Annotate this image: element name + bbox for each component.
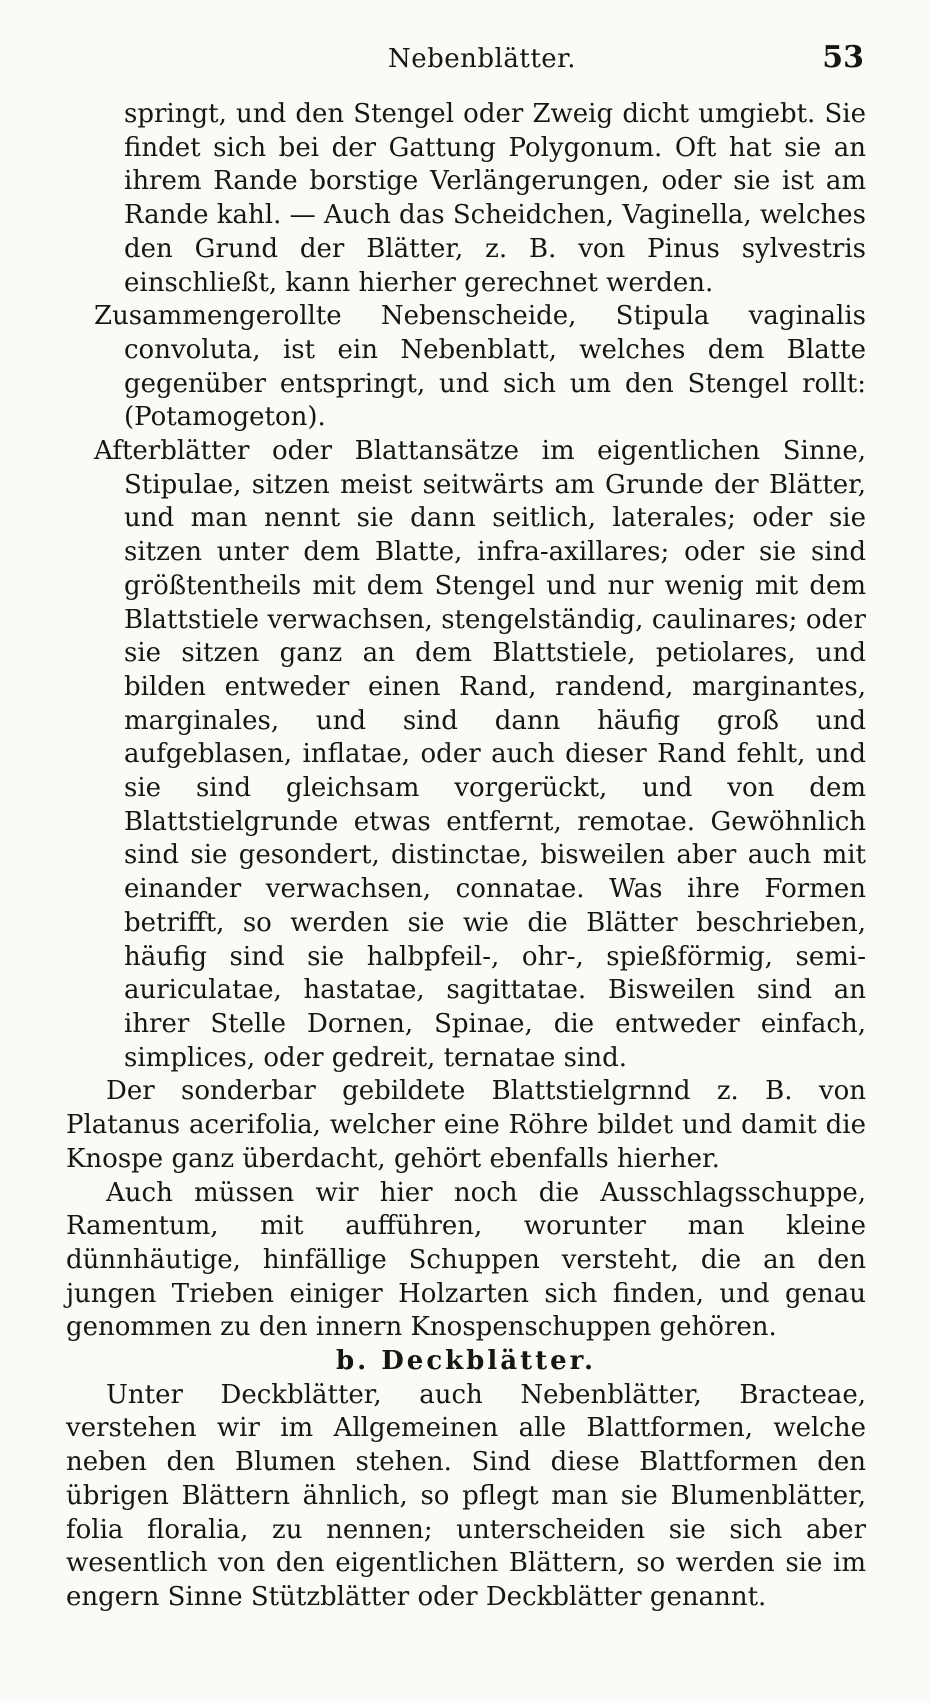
running-head (0, 38, 930, 82)
paragraph-deckblaetter: Unter Deckblätter, auch Nebenblätter, Bracteae, verstehen wir im Allgemeinen alle Blattformen, welche neben den Blumen stehen. Sind diese Blattformen den übrigen Blättern ähnlich, so pflegt man sie Blumenblätter, folia floralia, zu nennen; unterscheiden sie sich aber wesentlich von den eigentlichen Blättern, so werden sie im engern Sinne Stützblätter oder Deckblätter genannt. (66, 1379, 866, 1612)
running-title: Nebenblätter. (388, 44, 576, 74)
page-number: 53 (822, 40, 864, 75)
paragraph-continuation: springt, und den Stengel oder Zweig dicht umgiebt. Sie findet sich bei der Gattung Polygonum. Oft hat sie an ihrem Rande borstige Verlängerungen, oder sie ist am Rande kahl. — Auch das Scheidchen, Vaginella, welches den Grund der Blätter, z. B. von Pinus sylvestris einschließt, kann hierher gerechnet werden. (124, 99, 866, 298)
paragraph-afterblaetter: Afterblätter oder Blattansätze im eigentlichen Sinne, Stipulae, sitzen meist seitwärts am Grunde der Blätter, und man nennt sie dann seitlich, laterales; oder sie sitzen unter dem Blatte, infra-axillares; oder sie sind größtentheils mit dem Stengel und nur wenig mit dem Blattstiele verwachsen, stengelständig, caulinares; oder sie sitzen ganz an dem Blattstiele, petiolares, und bilden entweder einen Rand, randend, marginantes, marginales, und sind dann häufig groß und aufgeblasen, inflatae, oder auch dieser Rand fehlt, und sie sind gleichsam vorgerückt, und von dem Blattstielgrunde etwas entfernt, remotae. Gewöhnlich sind sie gesondert, distinctae, bisweilen aber auch mit einander verwachsen, connatae. Was ihre Formen betrifft, so werden sie wie die Blätter beschrieben, häufig sind sie halbpfeil-, ohr-, spießförmig, semi-auriculatae, hastatae, sagittatae. Bisweilen sind an ihrer Stelle Dornen, Spinae, die entweder einfach, simplices, oder gedreit, ternatae sind. (94, 436, 866, 1073)
paragraph-nebenscheide: Zusammengerollte Nebenscheide, Stipula vaginalis convoluta, ist ein Nebenblatt, welches dem Blatte gegenüber entspringt, und sich um den Stengel rollt: (Potamogeton). (94, 301, 866, 433)
body-text (66, 98, 866, 1615)
paragraph-blattstielgrund: Der sonderbar gebildete Blattstielgrnnd z. B. von Platanus acerifolia, welcher eine Röhre bildet und damit die Knospe ganz überdacht, gehört ebenfalls hierher. (66, 1076, 866, 1174)
paragraph-ausschlagsschuppe: Auch müssen wir hier noch die Ausschlagsschuppe, Ramentum, mit aufführen, worunter man kleine dünnhäutige, hinfällige Schuppen versteht, die an den jungen Trieben einiger Holzarten sich finden, und genau genommen zu den innern Knospenschuppen gehören. (66, 1177, 866, 1343)
section-heading: b. Deckblätter. (335, 1346, 597, 1377)
